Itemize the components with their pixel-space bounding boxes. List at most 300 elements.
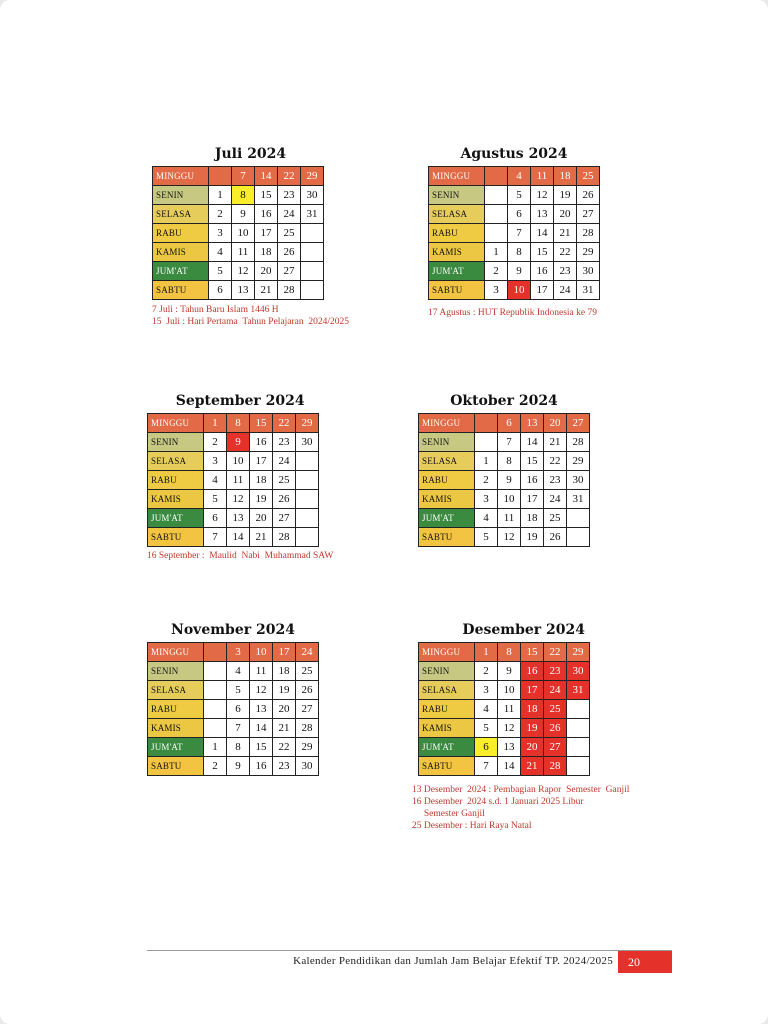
date-cell: 26 (296, 681, 319, 700)
date-cell: 1 (209, 186, 232, 205)
calendar-row (148, 757, 319, 776)
date-cell: 14 (250, 719, 273, 738)
date-cell: 25 (544, 700, 567, 719)
date-cell: 11 (498, 700, 521, 719)
date-cell: 6 (227, 700, 250, 719)
day-name-cell: SENIN (419, 433, 475, 452)
date-cell: 8 (498, 452, 521, 471)
day-name-cell: MINGGU (148, 414, 204, 433)
date-cell: 15 (250, 738, 273, 757)
day-name-cell: SABTU (419, 757, 475, 776)
date-cell: 20 (255, 262, 278, 281)
date-cell (301, 281, 324, 300)
month-title: Juli 2024 (214, 146, 287, 162)
date-cell (301, 243, 324, 262)
calendar-row (429, 224, 600, 243)
date-cell: 20 (521, 738, 544, 757)
date-cell: 24 (544, 681, 567, 700)
date-cell: 3 (204, 452, 227, 471)
date-cell: 14 (498, 757, 521, 776)
date-cell: 5 (209, 262, 232, 281)
date-cell: 14 (521, 433, 544, 452)
date-cell (485, 205, 508, 224)
date-cell: 5 (204, 490, 227, 509)
calendar-november (147, 621, 319, 776)
day-name-cell: SENIN (148, 662, 204, 681)
calendar-row (429, 167, 600, 186)
date-cell: 2 (204, 757, 227, 776)
date-cell: 19 (521, 528, 544, 547)
date-cell: 4 (204, 471, 227, 490)
calendar-row (153, 262, 324, 281)
date-cell (301, 262, 324, 281)
calendar-note: 16 Desember 2024 s.d. 1 Januari 2025 Libur (412, 797, 584, 807)
date-cell: 13 (227, 509, 250, 528)
date-cell: 5 (227, 681, 250, 700)
date-cell: 9 (232, 205, 255, 224)
date-cell (485, 224, 508, 243)
date-cell: 21 (255, 281, 278, 300)
calendar-row (148, 643, 319, 662)
date-cell: 12 (227, 490, 250, 509)
date-cell: 25 (544, 509, 567, 528)
date-cell: 15 (255, 186, 278, 205)
date-cell: 16 (250, 433, 273, 452)
date-cell: 10 (232, 224, 255, 243)
calendar-row (429, 262, 600, 281)
day-name-cell: SELASA (148, 452, 204, 471)
month-title: Agustus 2024 (460, 146, 568, 162)
date-cell (296, 471, 319, 490)
date-cell (204, 681, 227, 700)
day-name-cell: JUM'AT (419, 509, 475, 528)
calendar-row (153, 243, 324, 262)
date-cell: 11 (232, 243, 255, 262)
day-name-cell: SABTU (419, 528, 475, 547)
date-cell: 29 (577, 243, 600, 262)
date-cell: 27 (544, 738, 567, 757)
date-cell: 26 (273, 490, 296, 509)
sunday-date-cell: 25 (577, 167, 600, 186)
date-cell: 26 (278, 243, 301, 262)
date-cell: 11 (250, 662, 273, 681)
date-cell: 27 (296, 700, 319, 719)
date-cell (301, 224, 324, 243)
day-name-cell: MINGGU (153, 167, 209, 186)
date-cell: 8 (227, 738, 250, 757)
date-cell: 23 (544, 662, 567, 681)
date-cell: 16 (521, 662, 544, 681)
footer-divider (147, 950, 672, 951)
sunday-date-cell: 15 (521, 643, 544, 662)
date-cell: 30 (567, 471, 590, 490)
calendar-note: 15 Juli : Hari Pertama Tahun Pelajaran 2024/2025 (152, 317, 350, 327)
sunday-date-cell: 20 (544, 414, 567, 433)
date-cell: 9 (498, 471, 521, 490)
date-cell: 24 (273, 452, 296, 471)
date-cell: 24 (554, 281, 577, 300)
calendar-row (419, 509, 590, 528)
calendar-row (419, 433, 590, 452)
date-cell: 25 (273, 471, 296, 490)
date-cell: 17 (521, 681, 544, 700)
sunday-date-cell: 7 (232, 167, 255, 186)
date-cell: 31 (567, 490, 590, 509)
calendar-notes (147, 550, 333, 562)
day-name-cell: RABU (419, 471, 475, 490)
day-name-cell: SABTU (153, 281, 209, 300)
date-cell (567, 509, 590, 528)
day-name-cell: SABTU (148, 528, 204, 547)
calendar-notes (412, 784, 629, 832)
day-name-cell: SELASA (419, 452, 475, 471)
day-name-cell: SENIN (153, 186, 209, 205)
date-cell: 2 (475, 471, 498, 490)
calendar-row (148, 490, 319, 509)
calendar-row (419, 490, 590, 509)
calendar-row (419, 757, 590, 776)
date-cell: 26 (544, 719, 567, 738)
date-cell: 11 (498, 509, 521, 528)
calendar-row (148, 433, 319, 452)
sunday-date-cell: 22 (544, 643, 567, 662)
calendar-row (148, 471, 319, 490)
calendar-note: 13 Desember 2024 : Pembagian Rapor Semester Ganjil (412, 785, 630, 795)
day-name-cell: SELASA (419, 681, 475, 700)
calendar-row (153, 205, 324, 224)
date-cell: 31 (567, 681, 590, 700)
date-cell (567, 738, 590, 757)
calendar-note: 7 Juli : Tahun Baru Islam 1446 H (152, 305, 279, 315)
date-cell: 5 (508, 186, 531, 205)
date-cell: 4 (475, 700, 498, 719)
calendar-row (148, 719, 319, 738)
day-name-cell: JUM'AT (153, 262, 209, 281)
day-name-cell: SELASA (148, 681, 204, 700)
sunday-date-cell: 11 (531, 167, 554, 186)
date-cell: 5 (475, 719, 498, 738)
date-cell: 26 (544, 528, 567, 547)
date-cell: 20 (273, 700, 296, 719)
date-cell: 30 (296, 433, 319, 452)
date-cell: 3 (485, 281, 508, 300)
calendar-row (429, 205, 600, 224)
date-cell: 30 (567, 662, 590, 681)
calendar-row (419, 471, 590, 490)
month-title: November 2024 (171, 622, 295, 638)
date-cell: 12 (531, 186, 554, 205)
day-name-cell: JUM'AT (148, 738, 204, 757)
date-cell: 12 (250, 681, 273, 700)
calendar-table (428, 166, 600, 300)
date-cell: 23 (273, 757, 296, 776)
calendar-row (419, 700, 590, 719)
date-cell (296, 452, 319, 471)
day-name-cell: KAMIS (419, 490, 475, 509)
sunday-date-cell: 17 (273, 643, 296, 662)
sunday-date-cell: 27 (567, 414, 590, 433)
date-cell: 7 (508, 224, 531, 243)
sunday-date-cell: 10 (250, 643, 273, 662)
sunday-date-cell: 18 (554, 167, 577, 186)
date-cell: 26 (577, 186, 600, 205)
day-name-cell: KAMIS (429, 243, 485, 262)
date-cell: 10 (498, 681, 521, 700)
sunday-date-cell (485, 167, 508, 186)
date-cell: 31 (301, 205, 324, 224)
date-cell: 19 (273, 681, 296, 700)
date-cell: 25 (296, 662, 319, 681)
date-cell: 24 (544, 490, 567, 509)
date-cell: 2 (204, 433, 227, 452)
date-cell: 23 (544, 471, 567, 490)
date-cell: 12 (498, 719, 521, 738)
calendar-december (412, 621, 630, 832)
date-cell: 30 (577, 262, 600, 281)
calendar-row (419, 452, 590, 471)
calendar-row (429, 281, 600, 300)
date-cell: 19 (250, 490, 273, 509)
calendar-row (153, 224, 324, 243)
day-name-cell: SABTU (429, 281, 485, 300)
date-cell: 23 (273, 433, 296, 452)
day-name-cell: SELASA (153, 205, 209, 224)
date-cell: 11 (227, 471, 250, 490)
date-cell: 15 (521, 452, 544, 471)
sunday-date-cell: 15 (250, 414, 273, 433)
date-cell: 13 (498, 738, 521, 757)
date-cell: 4 (209, 243, 232, 262)
date-cell (567, 700, 590, 719)
sunday-date-cell: 1 (204, 414, 227, 433)
month-title: Desember 2024 (462, 622, 585, 638)
day-name-cell: RABU (148, 700, 204, 719)
date-cell (567, 528, 590, 547)
calendar-notes (428, 307, 600, 319)
day-name-cell: JUM'AT (148, 509, 204, 528)
date-cell: 7 (204, 528, 227, 547)
date-cell: 30 (301, 186, 324, 205)
date-cell: 8 (508, 243, 531, 262)
calendar-row (148, 681, 319, 700)
date-cell: 7 (498, 433, 521, 452)
date-cell: 14 (227, 528, 250, 547)
sunday-date-cell: 29 (296, 414, 319, 433)
date-cell: 16 (521, 471, 544, 490)
day-name-cell: SABTU (148, 757, 204, 776)
calendar-row (429, 186, 600, 205)
sunday-date-cell: 14 (255, 167, 278, 186)
date-cell: 8 (232, 186, 255, 205)
date-cell: 18 (521, 509, 544, 528)
sunday-date-cell: 13 (521, 414, 544, 433)
sunday-date-cell: 24 (296, 643, 319, 662)
calendar-august (428, 145, 600, 319)
date-cell (296, 528, 319, 547)
date-cell: 13 (250, 700, 273, 719)
date-cell: 2 (485, 262, 508, 281)
date-cell: 1 (475, 452, 498, 471)
date-cell: 5 (475, 528, 498, 547)
calendar-row (419, 681, 590, 700)
date-cell: 21 (554, 224, 577, 243)
date-cell: 23 (554, 262, 577, 281)
date-cell: 9 (508, 262, 531, 281)
date-cell: 19 (554, 186, 577, 205)
date-cell: 17 (250, 452, 273, 471)
date-cell: 3 (475, 490, 498, 509)
sunday-date-cell (209, 167, 232, 186)
calendar-note: Semester Ganjil (412, 809, 485, 819)
date-cell: 21 (544, 433, 567, 452)
date-cell: 12 (232, 262, 255, 281)
date-cell: 28 (544, 757, 567, 776)
sunday-date-cell: 22 (273, 414, 296, 433)
date-cell: 21 (273, 719, 296, 738)
calendar-row (148, 662, 319, 681)
sunday-date-cell: 6 (498, 414, 521, 433)
calendar-row (148, 738, 319, 757)
day-name-cell: RABU (419, 700, 475, 719)
date-cell: 16 (250, 757, 273, 776)
calendar-row (419, 719, 590, 738)
day-name-cell: JUM'AT (419, 738, 475, 757)
day-name-cell: RABU (429, 224, 485, 243)
day-name-cell: KAMIS (148, 490, 204, 509)
calendar-row (148, 414, 319, 433)
calendar-table (152, 166, 324, 300)
date-cell: 6 (204, 509, 227, 528)
date-cell: 7 (475, 757, 498, 776)
date-cell: 15 (531, 243, 554, 262)
date-cell: 27 (278, 262, 301, 281)
date-cell: 20 (250, 509, 273, 528)
day-name-cell: SELASA (429, 205, 485, 224)
date-cell: 30 (296, 757, 319, 776)
calendar-note: 17 Agustus : HUT Republik Indonesia ke 79 (428, 308, 597, 318)
date-cell: 9 (227, 757, 250, 776)
calendar-october (418, 392, 590, 547)
calendar-row (148, 528, 319, 547)
date-cell: 17 (255, 224, 278, 243)
date-cell: 2 (209, 205, 232, 224)
date-cell: 22 (544, 452, 567, 471)
date-cell: 2 (475, 662, 498, 681)
date-cell: 13 (232, 281, 255, 300)
date-cell: 4 (227, 662, 250, 681)
date-cell: 29 (296, 738, 319, 757)
calendar-table (147, 413, 319, 547)
page-number: 20 (618, 951, 672, 973)
sunday-date-cell: 4 (508, 167, 531, 186)
date-cell: 12 (498, 528, 521, 547)
date-cell: 21 (250, 528, 273, 547)
sunday-date-cell: 22 (278, 167, 301, 186)
date-cell: 28 (296, 719, 319, 738)
calendar-row (148, 452, 319, 471)
day-name-cell: MINGGU (419, 414, 475, 433)
day-name-cell: SENIN (148, 433, 204, 452)
calendar-row (419, 738, 590, 757)
month-title: September 2024 (175, 393, 305, 409)
day-name-cell: SENIN (429, 186, 485, 205)
date-cell: 16 (531, 262, 554, 281)
date-cell (485, 186, 508, 205)
calendar-table (147, 642, 319, 776)
date-cell (204, 662, 227, 681)
date-cell: 27 (577, 205, 600, 224)
calendar-row (429, 243, 600, 262)
date-cell: 28 (273, 528, 296, 547)
day-name-cell: KAMIS (419, 719, 475, 738)
date-cell: 6 (508, 205, 531, 224)
day-name-cell: SENIN (419, 662, 475, 681)
date-cell (567, 757, 590, 776)
date-cell: 14 (531, 224, 554, 243)
date-cell: 6 (209, 281, 232, 300)
date-cell: 13 (531, 205, 554, 224)
date-cell: 18 (250, 471, 273, 490)
date-cell: 19 (521, 719, 544, 738)
date-cell (475, 433, 498, 452)
sunday-date-cell (475, 414, 498, 433)
date-cell (204, 700, 227, 719)
sunday-date-cell (204, 643, 227, 662)
sunday-date-cell: 1 (475, 643, 498, 662)
day-name-cell: RABU (148, 471, 204, 490)
calendar-row (153, 186, 324, 205)
date-cell: 10 (508, 281, 531, 300)
date-cell: 31 (577, 281, 600, 300)
date-cell: 9 (227, 433, 250, 452)
date-cell: 16 (255, 205, 278, 224)
date-cell: 17 (521, 490, 544, 509)
calendar-row (148, 700, 319, 719)
calendar-july (152, 145, 349, 328)
date-cell: 4 (475, 509, 498, 528)
date-cell: 21 (521, 757, 544, 776)
calendar-table (418, 642, 590, 776)
date-cell: 29 (567, 452, 590, 471)
calendar-notes (152, 304, 349, 328)
sunday-date-cell: 3 (227, 643, 250, 662)
sunday-date-cell: 29 (567, 643, 590, 662)
date-cell: 23 (278, 186, 301, 205)
date-cell: 10 (227, 452, 250, 471)
date-cell: 3 (475, 681, 498, 700)
date-cell: 27 (273, 509, 296, 528)
date-cell (296, 509, 319, 528)
calendar-row (419, 643, 590, 662)
date-cell: 17 (531, 281, 554, 300)
date-cell (567, 719, 590, 738)
date-cell (296, 490, 319, 509)
calendar-row (153, 281, 324, 300)
sunday-date-cell: 8 (227, 414, 250, 433)
date-cell: 1 (485, 243, 508, 262)
calendar-row (419, 528, 590, 547)
calendar-row (419, 414, 590, 433)
date-cell: 18 (521, 700, 544, 719)
date-cell: 25 (278, 224, 301, 243)
day-name-cell: MINGGU (429, 167, 485, 186)
calendar-september (147, 392, 333, 562)
day-name-cell: KAMIS (153, 243, 209, 262)
month-title: Oktober 2024 (450, 393, 558, 409)
date-cell: 7 (227, 719, 250, 738)
date-cell: 22 (273, 738, 296, 757)
date-cell: 18 (273, 662, 296, 681)
